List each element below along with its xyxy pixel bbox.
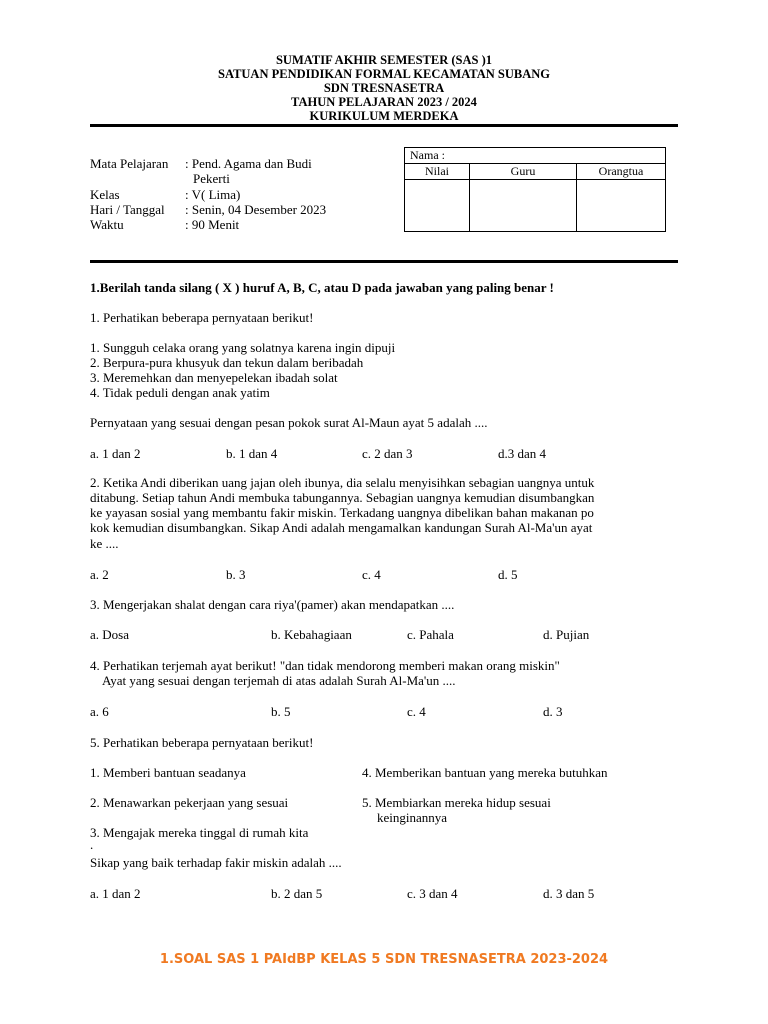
q5-option-c[interactable]: c. 3 dan 4	[407, 886, 458, 901]
q1-question: Pernyataan yang sesuai dengan pesan pokok surat Al-Maun ayat 5 adalah ....	[90, 415, 488, 430]
q2-line-4: kok kemudian disumbangkan. Sikap Andi adalah mengamalkan kandungan Surah Al-Ma'un ayat	[90, 520, 593, 535]
header-divider	[90, 124, 678, 127]
q4-stem-2: Ayat yang sesuai dengan terjemah di atas adalah Surah Al-Ma'un ....	[102, 673, 456, 688]
q5-option-b[interactable]: b. 2 dan 5	[271, 886, 323, 901]
q1-item-2: 2. Berpura-pura khusyuk dan tekun dalam beribadah	[90, 355, 364, 370]
q2-line-2: ditabung. Setiap tahun Andi membuka tabungannya. Sebagian uangnya kemudian disumbangkan	[90, 490, 595, 505]
q2-option-d[interactable]: d. 5	[498, 567, 518, 582]
section-divider	[90, 260, 678, 263]
col-guru: Guru	[470, 164, 577, 180]
q5-item-5: 5. Membiarkan mereka hidup sesuai	[362, 795, 551, 810]
q5-dot: .	[90, 837, 94, 852]
q1-option-b[interactable]: b. 1 dan 4	[226, 446, 278, 461]
q2-option-b[interactable]: b. 3	[226, 567, 246, 582]
header-line-4: TAHUN PELAJARAN 2023 / 2024	[291, 95, 477, 109]
q2-line-5: ke ....	[90, 536, 119, 551]
instruction: 1.Berilah tanda silang ( X ) huruf A, B, C, atau D pada jawaban yang paling benar !	[90, 280, 554, 295]
q5-item-4: 4. Memberikan bantuan yang mereka butuhkan	[362, 765, 608, 780]
header-line-2: SATUAN PENDIDIKAN FORMAL KECAMATAN SUBANG	[218, 67, 550, 81]
subject-value-cont: Pekerti	[193, 171, 230, 186]
q5-item-1: 1. Memberi bantuan seadanya	[90, 765, 246, 780]
q5-item-3: 3. Mengajak mereka tinggal di rumah kita	[90, 825, 309, 840]
time-value: : 90 Menit	[185, 217, 240, 232]
q4-option-a[interactable]: a. 6	[90, 704, 109, 719]
guru-cell[interactable]	[470, 180, 577, 232]
col-orangtua: Orangtua	[577, 164, 666, 180]
q2-line-3: ke yayasan sosial yang membantu fakir miskin. Terkadang uangnya dibelikan bahan makanan po	[90, 505, 594, 520]
q4-option-c[interactable]: c. 4	[407, 704, 426, 719]
q1-item-1: 1. Sungguh celaka orang yang solatnya karena ingin dipuji	[90, 340, 396, 355]
class-label: Kelas	[90, 187, 120, 202]
q2-line-1: 2. Ketika Andi diberikan uang jajan oleh ibunya, dia selalu menyisihkan sebagian uangnya untuk	[90, 475, 595, 490]
q2-option-c[interactable]: c. 4	[362, 567, 381, 582]
header-line-1: SUMATIF AKHIR SEMESTER (SAS )1	[275, 53, 492, 67]
footer-title: 1.SOAL SAS 1 PAIdBP KELAS 5 SDN TRESNASETRA 2023-2024	[159, 952, 609, 967]
q5-option-d[interactable]: d. 3 dan 5	[543, 886, 595, 901]
date-value: : Senin, 04 Desember 2023	[185, 202, 327, 217]
time-label: Waktu	[90, 217, 124, 232]
q5-option-a[interactable]: a. 1 dan 2	[90, 886, 141, 901]
col-nilai: Nilai	[405, 164, 470, 180]
q3-option-b[interactable]: b. Kebahagiaan	[271, 627, 352, 642]
q4-option-d[interactable]: d. 3	[543, 704, 563, 719]
q1-option-d[interactable]: d.3 dan 4	[498, 446, 547, 461]
q3-stem: 3. Mengerjakan shalat dengan cara riya'(pamer) akan mendapatkan ....	[90, 597, 455, 612]
header-line-5: KURIKULUM MERDEKA	[309, 109, 459, 123]
q1-item-3: 3. Meremehkan dan menyepelekan ibadah solat	[90, 370, 338, 385]
name-label: Nama :	[410, 148, 445, 162]
nilai-cell[interactable]	[405, 180, 470, 232]
q1-option-c[interactable]: c. 2 dan 3	[362, 446, 413, 461]
q5-item-5-cont: keinginannya	[377, 810, 448, 825]
date-label: Hari / Tanggal	[90, 202, 165, 217]
q2-option-a[interactable]: a. 2	[90, 567, 109, 582]
subject-label: Mata Pelajaran	[90, 156, 169, 171]
name-field[interactable]	[405, 148, 666, 164]
q3-option-c[interactable]: c. Pahala	[407, 627, 454, 642]
subject-value: : Pend. Agama dan Budi	[185, 156, 312, 171]
q3-option-d[interactable]: d. Pujian	[543, 627, 590, 642]
class-value: : V( Lima)	[185, 187, 241, 202]
q5-question: Sikap yang baik terhadap fakir miskin adalah ....	[90, 855, 342, 870]
q4-option-b[interactable]: b. 5	[271, 704, 291, 719]
q3-option-a[interactable]: a. Dosa	[90, 627, 129, 642]
score-box	[404, 147, 666, 232]
q4-stem: 4. Perhatikan terjemah ayat berikut! "dan tidak mendorong memberi makan orang miskin"	[90, 658, 560, 673]
q1-stem: 1. Perhatikan beberapa pernyataan berikut!	[90, 310, 314, 325]
orangtua-cell[interactable]	[577, 180, 666, 232]
header-line-3: SDN TRESNASETRA	[323, 81, 445, 95]
q1-option-a[interactable]: a. 1 dan 2	[90, 446, 141, 461]
q1-item-4: 4. Tidak peduli dengan anak yatim	[90, 385, 270, 400]
q5-item-2: 2. Menawarkan pekerjaan yang sesuai	[90, 795, 289, 810]
q5-stem: 5. Perhatikan beberapa pernyataan berikut!	[90, 735, 314, 750]
